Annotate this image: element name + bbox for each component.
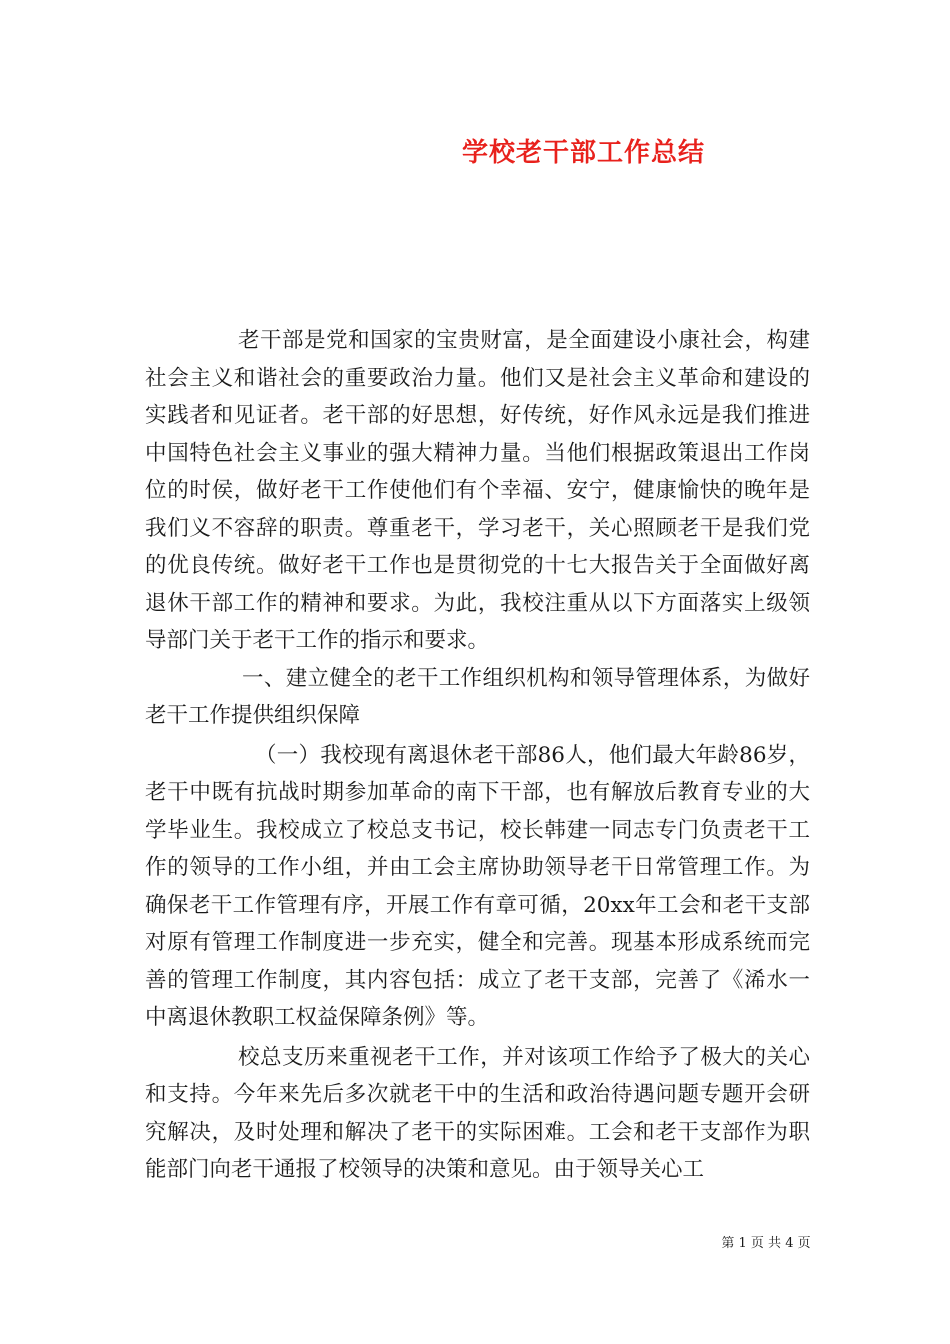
- paragraph-intro: 老干部是党和国家的宝贵财富，是全面建设小康社会，构建社会主义和谐社会的重要政治力量。他们又是社会主义革命和建设的实践者和见证者。老干部的好思想，好传统，好作风永远是我们推进中国特色社会主义事业的强大精神力量。当他们根据政策退出工作岗位的时侯，做好老干工作使他们有个幸福、安宁，健康愉快的晚年是我们义不容辞的职责。尊重老干，学习老干，关心照顾老干是我们党的优良传统。做好老干工作也是贯彻党的十七大报告关于全面做好离退休干部工作的精神和要求。为此，我校注重从以下方面落实上级领导部门关于老干工作的指示和要求。: [145, 328, 810, 653]
- page-number-footer: 第 1 页 共 4 页: [721, 1236, 811, 1251]
- paragraph-section-1-1: （一）我校现有离退休老干部86人，他们最大年龄86岁，老干中既有抗战时期参加革命的南下干部，也有解放后教育专业的大学毕业生。我校成立了校总支书记，校长韩建一同志专门负责老干工作的领导的工作小组，并由工会主席协助领导老干日常管理工作。为确保老干工作管理有序，开展工作有章可循，20xx年工会和老干支部对原有管理工作制度进一步充实，健全和完善。现基本形成系统而完善的管理工作制度，其内容包括：成立了老干支部，完善了《浠水一中离退休教职工权益保障条例》等。: [145, 742, 810, 1030]
- paragraph-support: 校总支历来重视老干工作，并对该项工作给予了极大的关心和支持。今年来先后多次就老干中的生活和政治待遇问题专题开会研究解决，及时处理和解决了老干的实际困难。工会和老干支部作为职能部门向老干通报了校领导的决策和意见。由于领导关心工: [145, 1044, 810, 1182]
- document-body: [145, 322, 810, 1189]
- document-title: 学校老干部工作总结: [461, 138, 705, 168]
- section-heading-1: 一、建立健全的老干工作组织机构和领导管理体系，为做好老干工作提供组织保障: [145, 665, 810, 728]
